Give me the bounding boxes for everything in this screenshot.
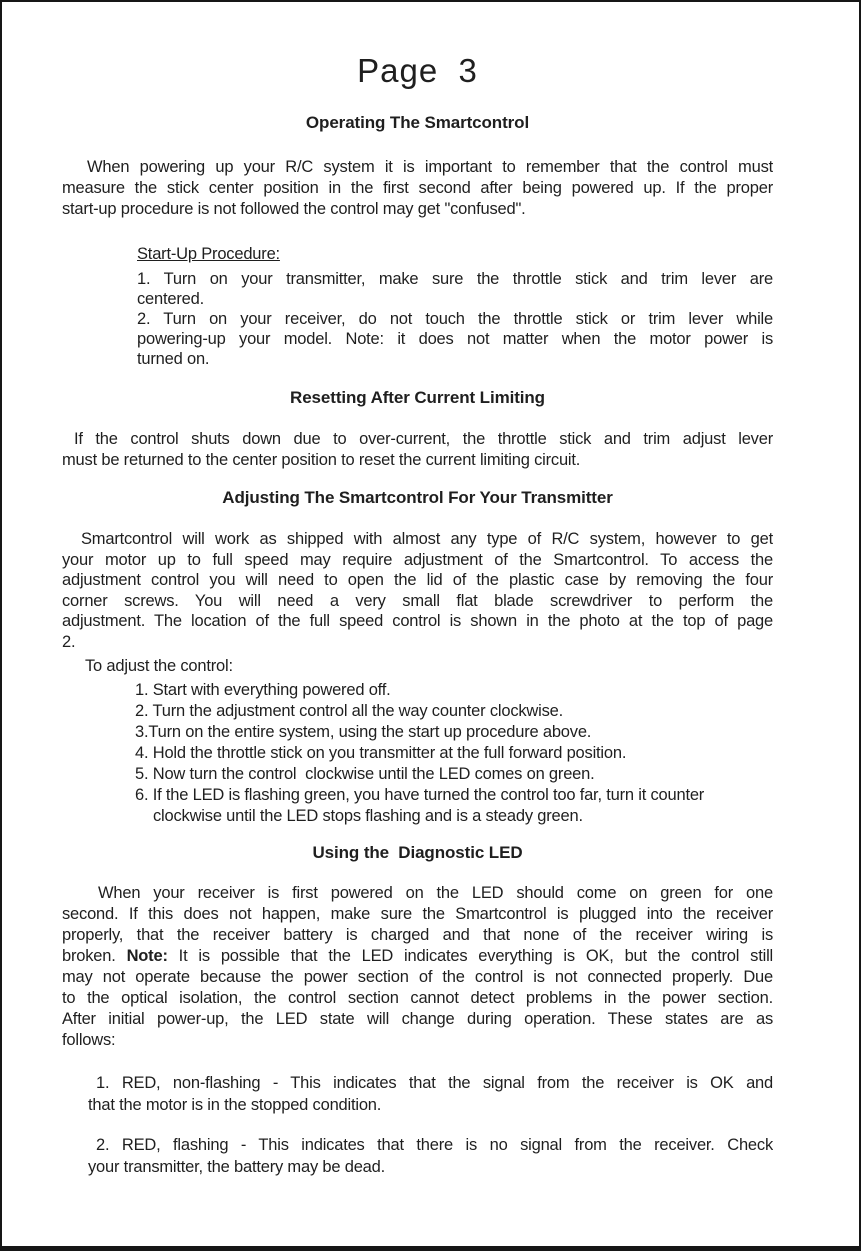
led-state-red-nonflashing	[88, 1073, 773, 1116]
list-item: 2. Turn the adjustment control all the way counter clockwise.	[135, 702, 564, 720]
text-line: Smartcontrol will work as shipped with almost any type of R/C system, however to get	[81, 530, 773, 548]
operating-paragraph	[62, 157, 773, 220]
text-line: 2. Turn on your receiver, do not touch the throttle stick or trim lever while	[137, 310, 773, 328]
text-line: start-up procedure is not followed the control may get "confused".	[62, 200, 526, 218]
startup-procedure-title-text: Start-Up Procedure:	[137, 245, 280, 263]
section-heading-operating: Operating The Smartcontrol	[305, 113, 530, 132]
diagnostic-paragraph	[62, 883, 773, 1051]
text-line: follows:	[62, 1031, 116, 1049]
text-line: powering-up your model. Note: it does not matter when the motor power is	[137, 330, 773, 348]
text-line: properly, that the receiver battery is charged and that none of the receiver wiring is	[62, 926, 773, 944]
text-line: adjustment. The location of the full speed control is shown in the photo at the top of page	[62, 612, 773, 630]
section-heading-resetting: Resetting After Current Limiting	[290, 388, 545, 407]
text-line: measure the stick center position in the first second after being powered up. If the proper	[62, 179, 773, 197]
resetting-paragraph	[62, 429, 773, 471]
section-heading-diagnostic: Using the Diagnostic LED	[312, 843, 523, 862]
list-item: 5. Now turn the control clockwise until the LED comes on green.	[135, 765, 595, 783]
text-line: If the control shuts down due to over-current, the throttle stick and trim adjust lever	[74, 430, 773, 448]
note-label: Note:	[126, 947, 168, 965]
text-line: When your receiver is first powered on the LED should come on green for one	[98, 884, 773, 902]
section-heading-adjusting: Adjusting The Smartcontrol For Your Transmitter	[222, 488, 613, 507]
text-line: adjustment control you will need to open the lid of the plastic case by removing the four	[62, 571, 773, 589]
list-item: 1. Start with everything powered off.	[135, 681, 391, 699]
adjusting-paragraph	[62, 529, 773, 652]
diagnostic-note-line	[62, 946, 773, 967]
text-line: corner screws. You will need a very small flat blade screwdriver to perform the	[62, 591, 773, 610]
text-line: 1. Turn on your transmitter, make sure the throttle stick and trim lever are	[137, 270, 773, 288]
list-item: 3.Turn on the entire system, using the start up procedure above.	[135, 723, 592, 741]
text-line: that the motor is in the stopped condition.	[88, 1095, 382, 1114]
text-line: must be returned to the center position to reset the current limiting circuit.	[62, 451, 581, 469]
text-line: your transmitter, the battery may be dead.	[88, 1157, 386, 1176]
startup-procedure-block	[137, 244, 773, 369]
text-line: 2.	[62, 632, 76, 651]
text-line: your motor up to full speed may require adjustment of the Smartcontrol. To access the	[62, 550, 773, 569]
text-line: After initial power-up, the LED state will change during operation. These states are as	[62, 1010, 773, 1028]
startup-procedure-title	[137, 244, 773, 265]
text-line: may not operate because the power section of the control is not connected properly. Due	[62, 968, 773, 986]
note-post-text: It is possible that the LED indicates everything is OK, but the control still	[167, 947, 773, 965]
text-line: When powering up your R/C system it is important to remember that the control must	[87, 158, 773, 176]
text-line: to the optical isolation, the control section cannot detect problems in the power section.	[62, 989, 773, 1007]
adjust-steps-list	[135, 680, 773, 827]
adjust-intro: To adjust the control:	[85, 657, 233, 675]
text-line: 2. RED, flashing - This indicates that there is no signal from the receiver. Check	[96, 1136, 773, 1154]
list-item-continuation: clockwise until the LED stops flashing and is a steady green.	[153, 807, 583, 825]
list-item: 6. If the LED is flashing green, you have turned the control too far, turn it counter	[135, 786, 705, 804]
page-title: Page 3	[357, 52, 478, 89]
text-line: second. If this does not happen, make sure the Smartcontrol is plugged into the receiver	[62, 905, 773, 923]
text-line: centered.	[137, 290, 204, 308]
text-line: 1. RED, non-flashing - This indicates that the signal from the receiver is OK and	[96, 1074, 773, 1092]
led-state-red-flashing	[88, 1135, 773, 1178]
text-line: turned on.	[137, 350, 210, 368]
note-pre-text: broken.	[62, 947, 127, 965]
list-item: 4. Hold the throttle stick on you transmitter at the full forward position.	[135, 744, 627, 762]
